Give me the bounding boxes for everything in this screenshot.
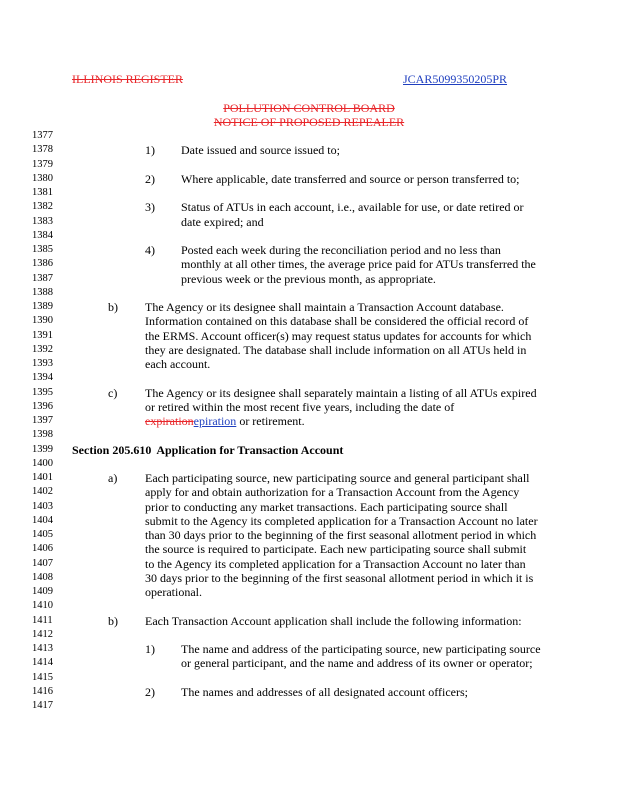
- item-text-line: they are designated. The database shall include information on all ATUs held in: [145, 342, 527, 357]
- item-text-line-amended: [145, 414, 305, 428]
- line-number: 1403: [32, 500, 53, 512]
- item-text-line: the source is required to participate. Each new participating source shall submit: [145, 542, 527, 557]
- line-number: 1384: [32, 229, 53, 241]
- line-number: 1405: [32, 529, 53, 540]
- line-number: 1414: [32, 657, 53, 669]
- board-title: POLLUTION CONTROL BOARD: [223, 101, 395, 115]
- item-label: 1): [145, 143, 155, 158]
- trailing-text: or retirement.: [236, 414, 305, 428]
- line-number: 1385: [32, 244, 53, 255]
- line-number: 1417: [32, 700, 53, 711]
- item-label: 1): [145, 642, 155, 656]
- item-text-line: Posted each week during the reconciliation period and no less than: [181, 243, 501, 257]
- section-heading: [72, 443, 343, 457]
- item-text-line: the ERMS. Account officer(s) may request status updates for accounts for which: [145, 328, 532, 343]
- line-number: 1395: [32, 386, 53, 398]
- line-number: 1377: [32, 130, 53, 141]
- line-number: 1396: [32, 400, 53, 412]
- item-text-line: The name and address of the participating source, new participating source: [181, 642, 541, 656]
- line-number: 1378: [32, 144, 53, 156]
- section-title: Application for Transaction Account: [156, 442, 344, 457]
- line-number: 1391: [32, 329, 53, 341]
- item-label: 2): [145, 171, 155, 186]
- item-text-line: Where applicable, date transferred and source or person transferred to;: [181, 171, 520, 186]
- line-number: 1382: [32, 201, 53, 213]
- line-number: 1398: [32, 429, 53, 441]
- item-text-line: prior to conducting any market transactions. Each participating source shall: [145, 499, 508, 514]
- item-text-line: The Agency or its designee shall maintain a Transaction Account database.: [145, 300, 504, 314]
- line-number: 1404: [32, 514, 53, 526]
- line-number: 1383: [32, 215, 53, 227]
- line-number: 1416: [32, 685, 53, 697]
- item-text-line: Information contained on this database shall be considered the official record of: [145, 314, 529, 329]
- item-text-line: The Agency or its designee shall separately maintain a listing of all ATUs expired: [145, 385, 537, 400]
- item-text-line: than 30 days prior to the beginning of the first seasonal allotment period in which: [145, 528, 537, 542]
- line-number: 1380: [32, 172, 53, 184]
- item-text-line: or general participant, and the name and address of its owner or operator;: [181, 656, 533, 671]
- item-text-line: submit to the Agency its completed application for a Transaction Account no later: [145, 513, 538, 528]
- item-text-line: date expired; and: [181, 214, 264, 229]
- line-number: 1389: [32, 301, 53, 312]
- line-number: 1399: [32, 443, 53, 455]
- line-number: 1388: [32, 286, 53, 298]
- item-text-line: or retired within the most recent five years, including the date of: [145, 399, 455, 414]
- line-number: 1410: [32, 600, 53, 612]
- line-number: 1407: [32, 557, 53, 569]
- register-header: ILLINOIS REGISTER: [72, 72, 183, 86]
- line-number: 1413: [32, 643, 53, 654]
- item-text-line: monthly at all other times, the average price paid for ATUs transferred the: [181, 257, 536, 272]
- line-number: 1393: [32, 358, 53, 369]
- line-number: 1394: [32, 372, 53, 384]
- notice-title: NOTICE OF PROPOSED REPEALER: [213, 115, 405, 129]
- item-text-line: apply for and obtain authorization for a Transaction Account from the Agency: [145, 485, 520, 500]
- item-text-line: 30 days prior to the beginning of the first seasonal allotment period in which it is: [145, 570, 534, 585]
- line-number: 1386: [32, 258, 53, 270]
- inserted-text: epiration: [193, 414, 237, 428]
- item-text-line: Each participating source, new participating source and general participant shall: [145, 471, 530, 485]
- item-text-line: to the Agency its completed application for a Transaction Account no later than: [145, 556, 526, 571]
- item-label: a): [108, 471, 118, 485]
- item-text-line: each account.: [145, 357, 211, 371]
- line-number: 1415: [32, 671, 53, 683]
- line-number: 1406: [32, 543, 53, 555]
- item-text-line: Each Transaction Account application shall include the following information:: [145, 613, 522, 628]
- line-number: 1401: [32, 472, 53, 483]
- item-text-line: Status of ATUs in each account, i.e., available for use, or date retired or: [181, 200, 524, 215]
- item-text-line: previous week or the previous month, as appropriate.: [181, 271, 436, 286]
- line-number: 1408: [32, 571, 53, 583]
- line-number: 1392: [32, 343, 53, 355]
- item-text-line: The names and addresses of all designated account officers;: [181, 684, 469, 699]
- item-label: b): [108, 613, 118, 628]
- item-label: 2): [145, 684, 155, 699]
- item-label: 4): [145, 243, 155, 257]
- line-number: 1381: [32, 187, 53, 198]
- line-number: 1379: [32, 158, 53, 170]
- line-number: 1409: [32, 586, 53, 597]
- item-label: c): [108, 385, 118, 400]
- line-number: 1397: [32, 415, 53, 426]
- item-text-line: Date issued and source issued to;: [181, 143, 340, 158]
- line-number: 1400: [32, 457, 53, 469]
- item-label: b): [108, 300, 118, 314]
- line-number: 1411: [32, 614, 53, 626]
- item-text-line: operational.: [145, 585, 202, 599]
- section-number: Section 205.610: [72, 442, 152, 457]
- item-label: 3): [145, 200, 155, 215]
- line-number: 1390: [32, 315, 53, 327]
- deleted-text: expiration: [145, 414, 194, 428]
- line-number: 1402: [32, 486, 53, 498]
- line-number: 1387: [32, 272, 53, 284]
- line-number: 1412: [32, 628, 53, 640]
- document-code-header: JCAR5099350205PR: [403, 72, 508, 86]
